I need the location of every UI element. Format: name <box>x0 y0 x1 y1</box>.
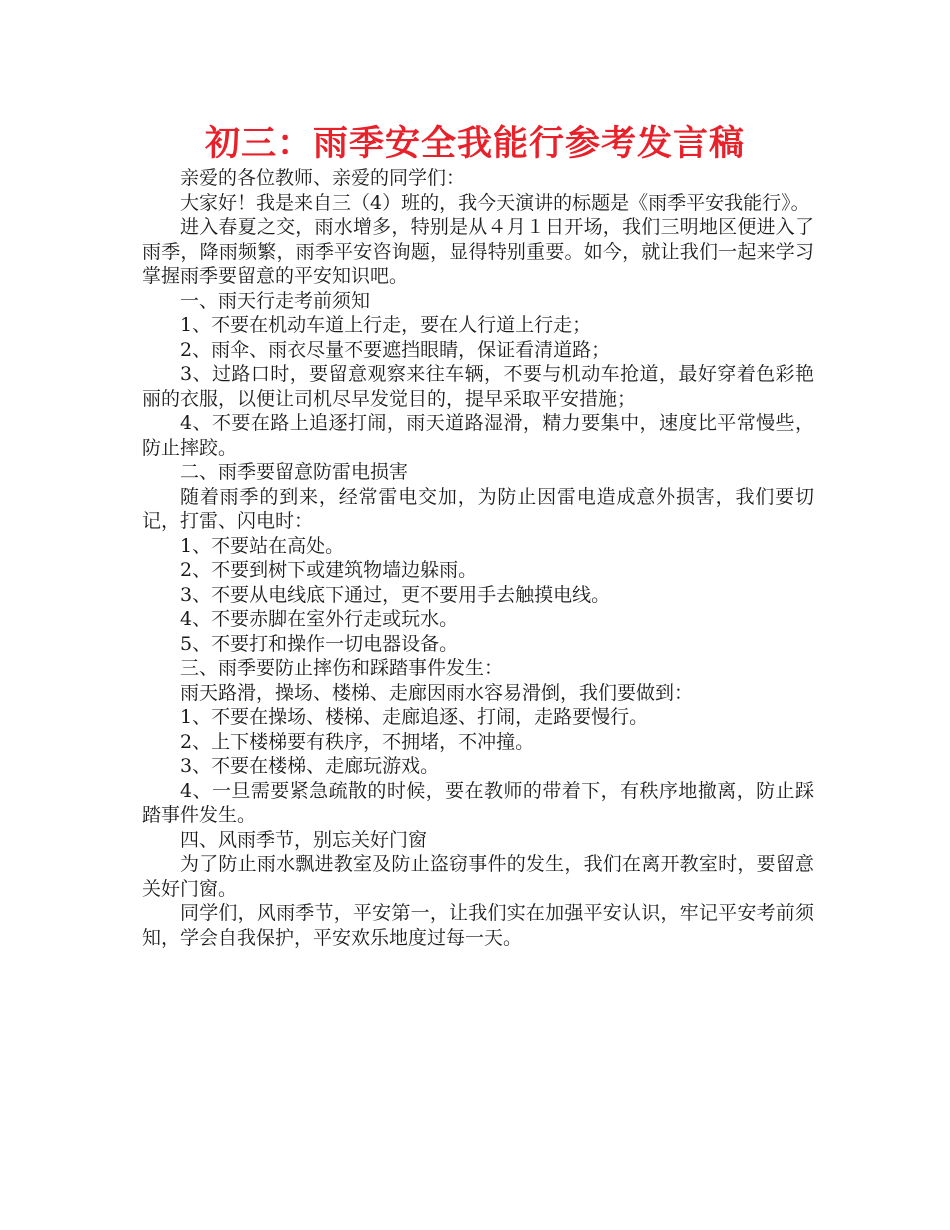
list-item: 1、不要在机动车道上行走，要在人行道上行走； <box>180 314 592 336</box>
section-heading: 二、雨季要留意防雷电损害 <box>180 461 409 483</box>
list-item: 3、不要从电线底下通过，更不要用手去触摸电线。 <box>180 583 611 606</box>
list-item: 3、不要在楼梯、走廊玩游戏。 <box>180 755 440 777</box>
list-item: 1、不要在操场、楼梯、走廊追逐、打闹，走路要慢行。 <box>180 706 649 728</box>
list-item: 2、雨伞、雨衣尽量不要遮挡眼睛，保证看清道路； <box>180 338 611 361</box>
list-item: 3、过路口时，要留意观察来往车辆，不要与机动车抢道，最好穿着色彩艳丽的衣服，以便让司机尽早发觉目的，提早采取平安措施； <box>142 363 814 410</box>
paragraph: 随着雨季的到来，经常雷电交加，为防止因雷电造成意外损害，我们要切记，打雷、闪电时： <box>142 485 814 532</box>
document-body <box>142 166 814 950</box>
paragraph: 亲爱的各位教师、亲爱的同学们： <box>180 167 466 189</box>
list-item: 4、一旦需要紧急疏散的时候，要在教师的带着下，有秩序地撤离，防止踩踏事件发生。 <box>142 779 814 826</box>
section-heading: 一、雨天行走考前须知 <box>180 289 371 312</box>
paragraph: 同学们，风雨季节，平安第一，让我们实在加强平安认识，牢记平安考前须知，学会自我保护，平安欢乐地度过每一天。 <box>142 902 814 949</box>
paragraph: 为了防止雨水飘进教室及防止盗窃事件的发生，我们在离开教室时，要留意关好门窗。 <box>142 853 814 900</box>
section-heading: 三、雨季要防止摔伤和踩踏事件发生： <box>180 657 504 679</box>
paragraph: 进入春夏之交，雨水增多，特别是从４月１日开场，我们三明地区便进入了雨季，降雨频繁，雨季平安咨询题，显得特别重要。如今，就让我们一起来学习掌握雨季要留意的平安知识吧。 <box>142 216 814 287</box>
list-item: 4、不要赤脚在室外行走或玩水。 <box>180 608 459 630</box>
list-item: 2、不要到树下或建筑物墙边躲雨。 <box>180 559 478 581</box>
list-item: 1、不要站在高处。 <box>180 534 345 557</box>
list-item: 5、不要打和操作一切电器设备。 <box>180 632 459 655</box>
paragraph: 雨天路滑，操场、楼梯、走廊因雨水容易滑倒，我们要做到： <box>180 681 694 704</box>
section-heading: 四、风雨季节，别忘关好门窗 <box>180 828 428 851</box>
list-item: 2、上下楼梯要有秩序，不拥堵，不冲撞。 <box>180 730 535 753</box>
paragraph: 大家好！我是来自三（4）班的，我今天演讲的标题是《雨季平安我能行》。 <box>180 191 810 214</box>
list-item: 4、不要在路上追逐打闹，雨天道路湿滑，精力要集中，速度比平常慢些，防止摔跤。 <box>142 412 814 459</box>
document-title: 初三：雨季安全我能行参考发言稿 <box>204 124 745 164</box>
